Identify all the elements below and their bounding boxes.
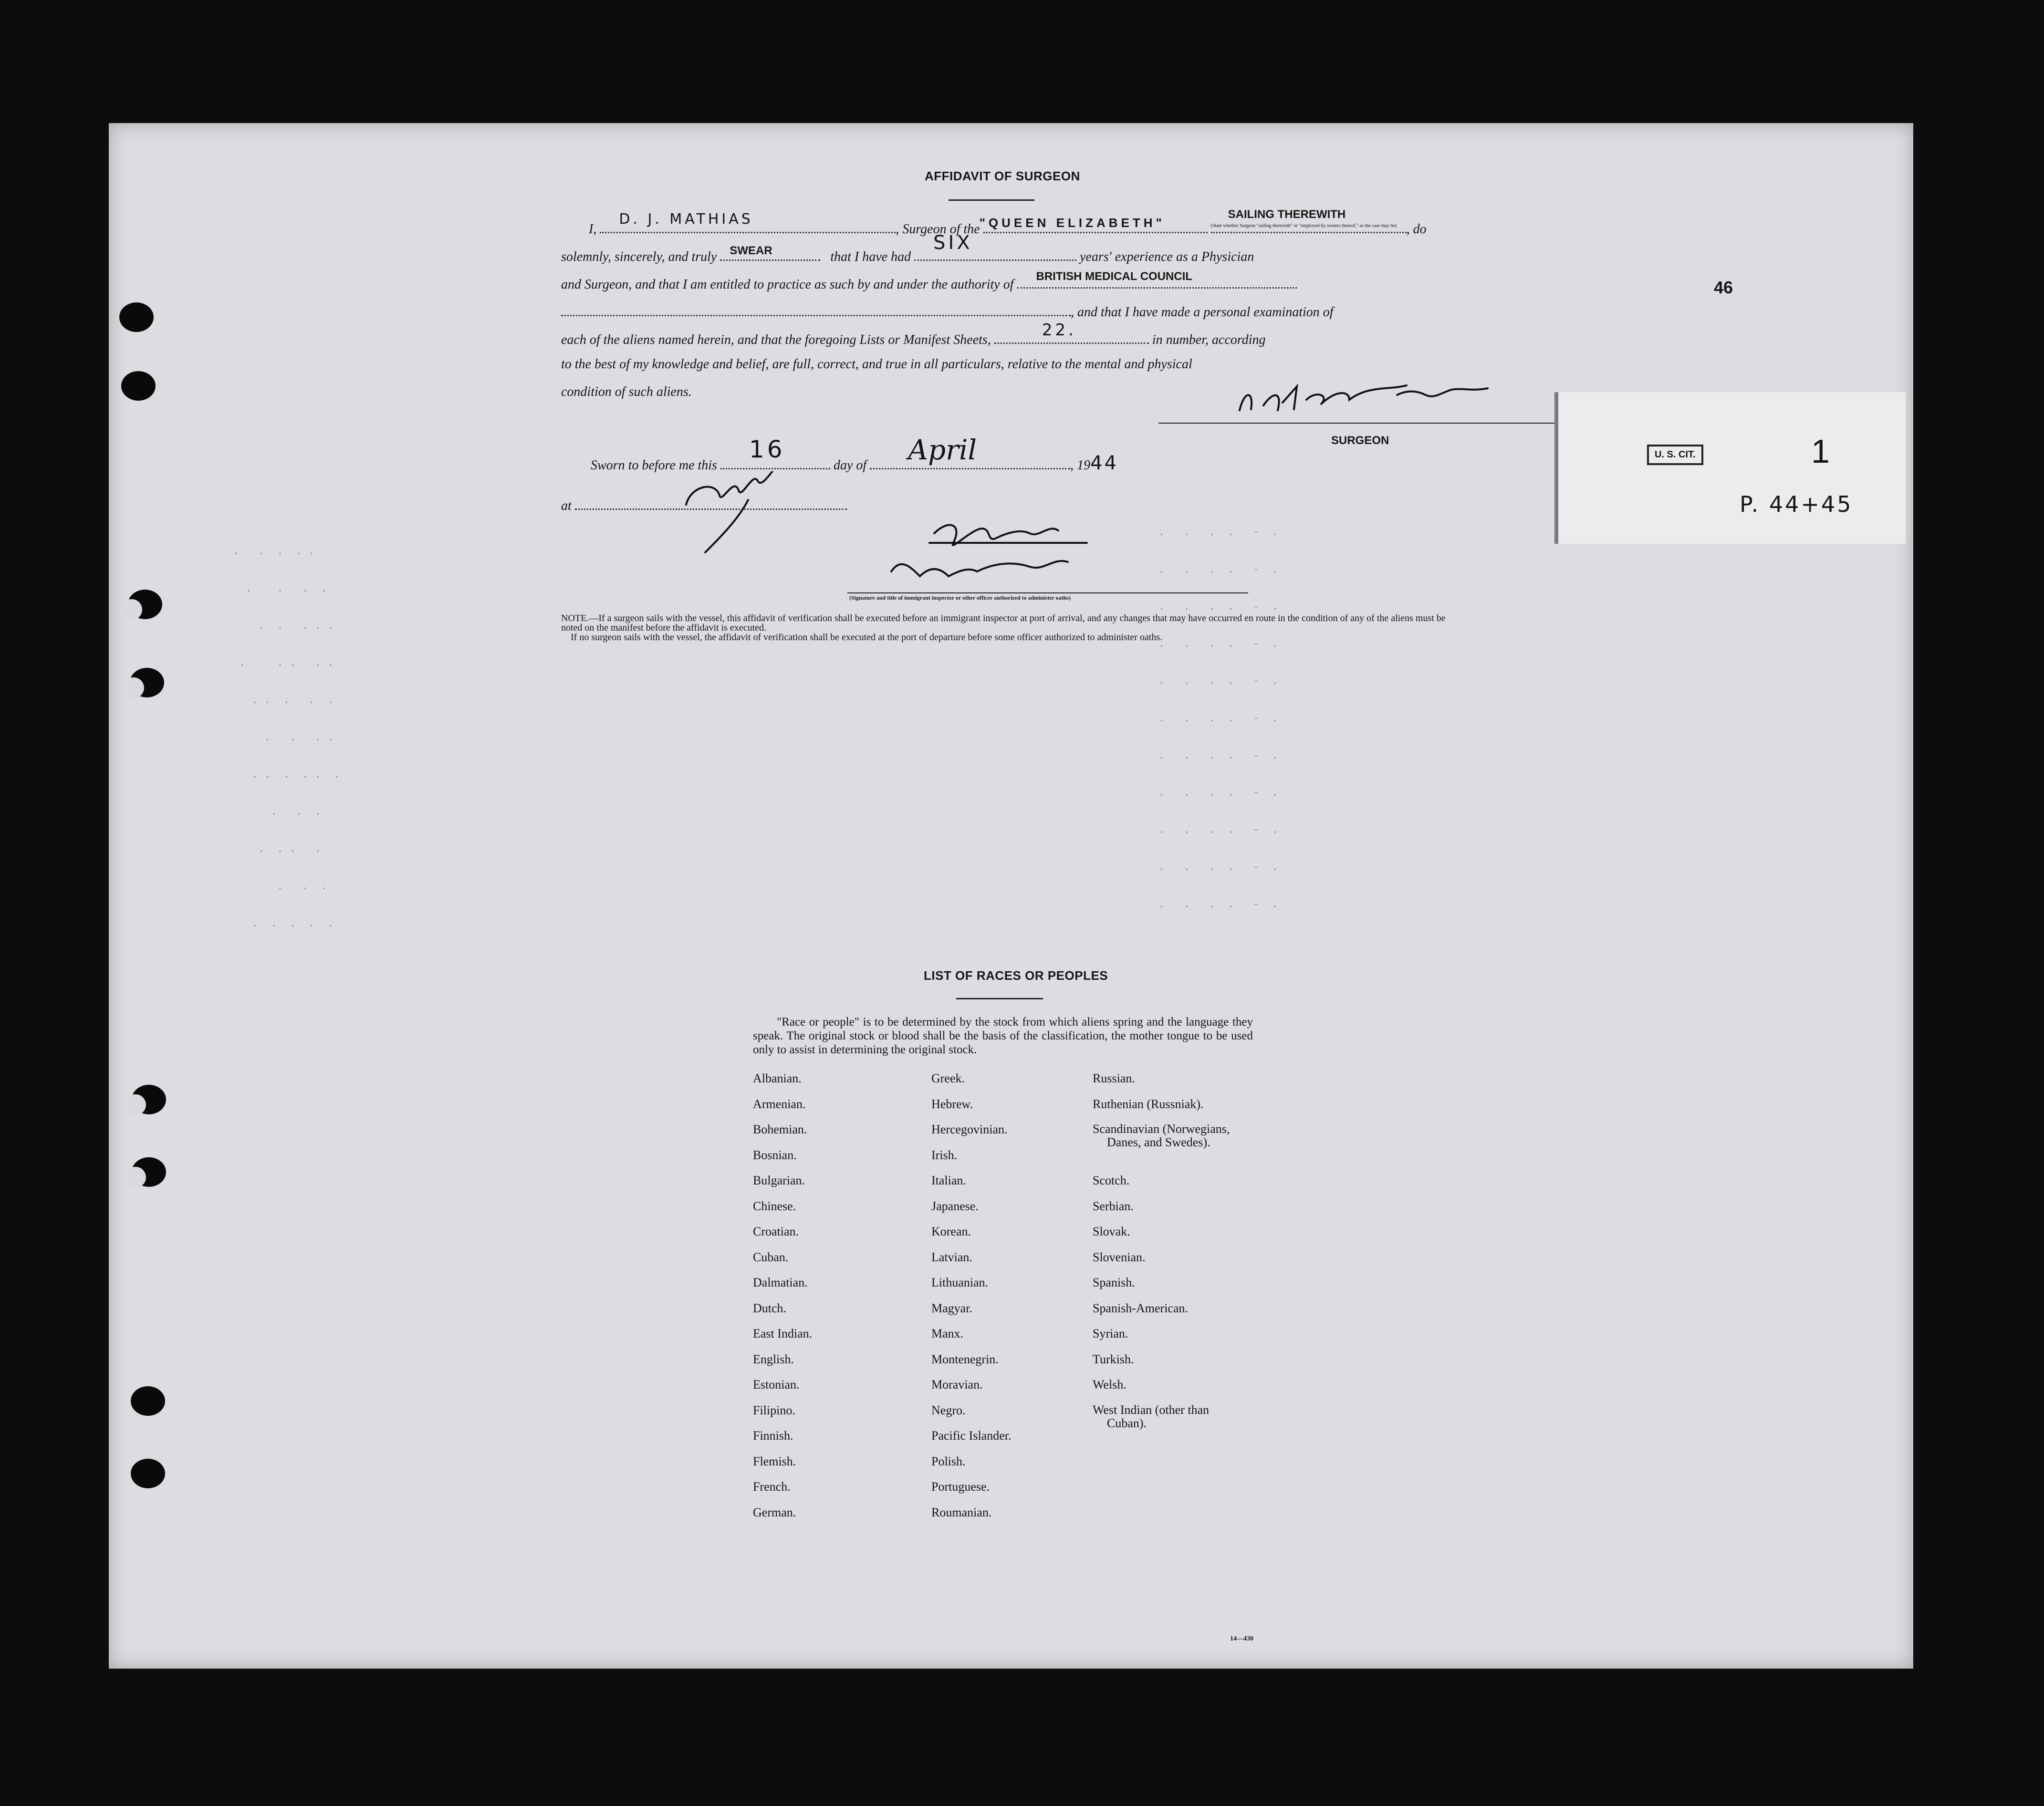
oath-field [720, 246, 820, 261]
in-number-text: in number, according [1152, 332, 1266, 347]
punch-hole [131, 1386, 165, 1416]
race-item: Turkish. [1093, 1352, 1134, 1366]
race-item: Portuguese. [931, 1480, 990, 1494]
attached-slip [1554, 392, 1906, 544]
years-text: years' experience as a Physician [1080, 249, 1254, 264]
sworn-year-suffix: 44 [1090, 452, 1119, 474]
race-item: Cuban. [753, 1250, 789, 1264]
race-item: Negro. [931, 1403, 966, 1417]
punch-hole [128, 590, 162, 619]
races-column-3 [1093, 1066, 1230, 1430]
sworn-text: Sworn to before me this [591, 458, 717, 473]
race-item: Hebrew. [931, 1097, 973, 1111]
race-item: Dalmatian. [753, 1276, 808, 1289]
race-item: Bohemian. [753, 1122, 807, 1136]
race-item: Russian. [1093, 1071, 1135, 1085]
bleed-through-text: . . . . . . . . . . . . . . . . . . . . . . . . . . . . . . . . . . . . . . . . . . . . . . . . . [233, 546, 340, 930]
authority-text: and Surgeon, and that I am entitled to practice as such by and under the authority of [561, 277, 1014, 292]
race-item: Scandinavian (Norwegians, [1093, 1122, 1230, 1136]
do-label: , do [1406, 222, 1427, 237]
punch-hole [132, 1085, 166, 1114]
race-item: Dutch. [753, 1301, 787, 1315]
race-item: Filipino. [753, 1403, 795, 1417]
race-item: Cuban). [1107, 1416, 1147, 1430]
race-item: Bulgarian. [753, 1173, 805, 1187]
authority-field [1017, 270, 1297, 289]
race-item: Korean. [931, 1225, 971, 1238]
authority-continuation-field [561, 301, 1071, 316]
affidavit-line-7: condition of such aliens. [561, 384, 692, 399]
year-prefix: , 19 [1070, 458, 1091, 473]
race-item: Moravian. [931, 1378, 983, 1391]
form-number: 14—430 [1230, 1635, 1253, 1642]
surgeon-name: D. J. MATHIAS [619, 211, 753, 228]
race-item: Irish. [931, 1148, 958, 1162]
race-item: Croatian. [753, 1225, 799, 1238]
surgeon-label: SURGEON [1331, 434, 1389, 447]
sailing-status-field [1210, 208, 1407, 233]
race-item: Armenian. [753, 1097, 806, 1111]
affidavit-line-1 [589, 208, 1427, 237]
race-item: Latvian. [931, 1250, 972, 1264]
sworn-month-field [870, 434, 1070, 469]
solemnly-text: solemnly, sincerely, and truly [561, 249, 717, 264]
page-number: 46 [1714, 278, 1733, 297]
race-item: Slovak. [1093, 1225, 1130, 1238]
punch-hole [132, 1157, 166, 1187]
sheets-count: 22. [1042, 321, 1076, 340]
authority-name: BRITISH MEDICAL COUNCIL [1036, 270, 1193, 283]
races-intro: "Race or people" is to be determined by the stock from which aliens spring and the language they speak. The original stock or blood shall be the basis of the classification, the mother tongue to be used only to assist in determining the original stock. [753, 1016, 1253, 1056]
races-title: LIST OF RACES OR PEOPLES [924, 968, 1108, 983]
examination-text: , and that I have made a personal examination of [1071, 305, 1334, 320]
title-divider [949, 199, 1034, 201]
sailing-status: SAILING THEREWITH [1228, 208, 1346, 221]
race-item: Spanish-American. [1093, 1301, 1189, 1315]
had-text: that I have had [830, 249, 911, 264]
race-item: Flemish. [753, 1454, 796, 1468]
race-item: Ruthenian (Russniak). [1093, 1097, 1204, 1111]
inspector-signature [844, 514, 1216, 595]
race-item: Polish. [931, 1454, 966, 1468]
race-item: English. [753, 1352, 794, 1366]
slip-mark: 1 [1811, 433, 1830, 470]
sworn-month: April [908, 434, 977, 466]
race-item: Chinese. [753, 1199, 796, 1213]
sheets-field [994, 321, 1149, 344]
race-item: Albanian. [753, 1071, 802, 1085]
race-item: Serbian. [1093, 1199, 1134, 1213]
race-item: Slovenian. [1093, 1250, 1146, 1264]
race-item: Syrian. [1093, 1327, 1128, 1340]
at-text: at [561, 498, 572, 513]
slip-pages-note: P. 44+45 [1740, 491, 1853, 517]
affidavit-title: AFFIDAVIT OF SURGEON [925, 169, 1080, 183]
document-page [109, 123, 1913, 1669]
race-item: Greek. [931, 1071, 965, 1085]
sailing-status-hint: (State whether Surgeon "sailing therewith" or "employed by owners thereof," as the case may be) [1210, 223, 1397, 228]
affidavit-line-4 [561, 301, 1334, 320]
race-item: West Indian (other than [1093, 1402, 1210, 1417]
years-field [914, 232, 1076, 261]
surgeon-name-field [600, 211, 896, 233]
race-item: Roumanian. [931, 1505, 992, 1519]
vessel-field [979, 216, 1208, 233]
race-item: French. [753, 1480, 791, 1494]
race-item: Scotch. [1093, 1173, 1130, 1187]
races-divider [956, 998, 1043, 999]
surgeon-of-label: , Surgeon of the [896, 222, 980, 237]
race-item: Hercegovinian. [931, 1122, 1008, 1136]
race-item: Montenegrin. [931, 1352, 999, 1366]
race-item: Lithuanian. [931, 1276, 989, 1289]
race-item: Japanese. [931, 1199, 979, 1213]
surgeon-signature-line [1158, 423, 1562, 424]
inspector-signature-line [847, 592, 1248, 593]
us-cit-stamp: U. S. CIT. [1647, 445, 1703, 465]
races-column-1 [753, 1066, 812, 1525]
race-item: Danes, and Swedes). [1107, 1135, 1210, 1149]
officer-initials-mark [677, 471, 796, 557]
race-item: Pacific Islander. [931, 1429, 1012, 1443]
sworn-line [591, 434, 1119, 474]
intro-i: I, [589, 222, 597, 237]
sworn-day: 16 [749, 436, 785, 463]
inspector-caption: (Signature and title of immigrant inspector or other officer authorized to administer oaths) [849, 594, 1071, 601]
each-alien-text: each of the aliens named herein, and that the foregoing Lists or Manifest Sheets, [561, 332, 991, 347]
punch-hole [130, 668, 164, 697]
race-item: Bosnian. [753, 1148, 797, 1162]
punch-hole [131, 1459, 165, 1488]
race-item: Spanish. [1093, 1276, 1135, 1289]
years-count: SIX [933, 232, 973, 254]
affidavit-line-3 [561, 270, 1297, 292]
race-item: German. [753, 1505, 796, 1519]
vessel-name: "QUEEN ELIZABETH" [979, 216, 1165, 230]
affidavit-line-6: to the best of my knowledge and belief, are full, correct, and true in all particulars, relative to the mental and physical [561, 357, 1192, 372]
race-item: Finnish. [753, 1429, 793, 1443]
race-item: Welsh. [1093, 1378, 1126, 1391]
affidavit-line-2 [561, 232, 1254, 265]
races-column-2 [931, 1066, 1012, 1525]
bleed-through-text: . . . . - . . . . . - . . . . . - . . . . . - . . . . . - . . . . . - . . . . . - . . . . . - . . . . . - . . . . . - . . . . . - . [1158, 527, 1278, 911]
race-item: Estonian. [753, 1378, 800, 1391]
race-item: Manx. [931, 1327, 964, 1340]
note-paragraph-2: If no surgeon sails with the vessel, the affidavit of verification shall be executed at the port of departure before some officer authorized to administer oaths. [571, 632, 1163, 643]
day-of-text: day of [833, 458, 867, 473]
race-item: Italian. [931, 1173, 966, 1187]
sworn-day-field [720, 436, 830, 469]
punch-hole [119, 302, 154, 332]
race-item: Magyar. [931, 1301, 972, 1315]
affidavit-line-5 [561, 321, 1266, 348]
race-item: East Indian. [753, 1327, 813, 1340]
surgeon-signature [1235, 381, 1569, 419]
punch-hole [121, 371, 156, 401]
oath-type: SWEAR [730, 244, 772, 257]
note-paragraph-1: NOTE.—If a surgeon sails with the vessel, this affidavit of verification shall be executed before an immigrant inspector at port of arrival, and any changes that may have occurred en route in the condition of any of the aliens must be noted on the manifest before the affidavit is executed. [561, 613, 1446, 633]
